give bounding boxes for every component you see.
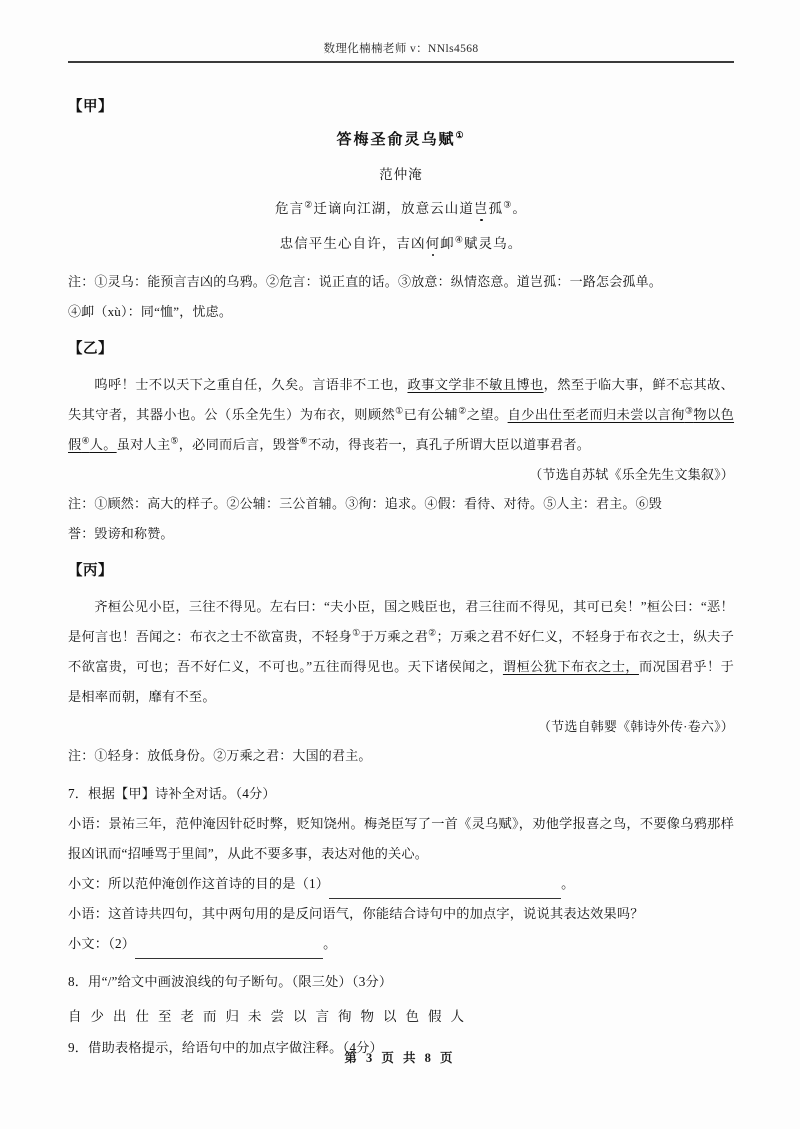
question-7-dialogue-line-2	[68, 869, 734, 899]
poem-line-1-footnote-mark-3: ③	[503, 199, 513, 210]
bing-paragraph	[68, 592, 734, 712]
jia-note-line-2: ④卹（xù）：同“恤”，忧虑。	[68, 304, 233, 319]
yi-part-e: 虽对人主	[116, 437, 171, 452]
bing-note-line-1: 注：①轻身：放低身份。②万乘之君：大国的君主。	[68, 748, 372, 763]
poem-line-2-emphasis-char: 何	[426, 232, 441, 252]
yi-part-b: ，然至于临大事，鲜不忘其故、失其守者，其器小也。公（乐全先生）为布衣，则顾然	[68, 377, 735, 422]
yi-underline-2-part-b: 物以色假	[68, 407, 735, 452]
answer-blank-2[interactable]	[135, 958, 323, 959]
bing-footnote-mark-1: ①	[352, 627, 361, 638]
yi-footnote-mark-5: ⑤	[170, 435, 179, 446]
poem-title	[68, 128, 734, 149]
jia-note-line-1: 注：①灵乌：能预言吉凶的乌鸦。②危言：说正直的话。③放意：纵情恣意。道岂孤：一路怎会孤单。	[68, 274, 663, 289]
yi-source-attribution: （节选自苏轼《乐全先生文集叙》）	[529, 467, 734, 482]
section-tag-yi: 【乙】	[68, 341, 113, 357]
bing-part-a: 齐桓公见小臣，三往不得见。左右曰：“夫小臣，国之贱臣也，君三往而不得见，其可已矣！”桓公曰：“恶！是何言也！吾闻之：布衣之士不欲富贵，不轻身	[68, 599, 734, 644]
bing-footnote-mark-2: ②	[428, 627, 437, 638]
question-8-stem: 8．用“/”给文中画波浪线的句子断句。（限三处）（3分）	[68, 974, 393, 989]
page-footer: 第 3 页 共 8 页	[344, 1051, 456, 1065]
yi-footnote-mark-6: ⑥	[299, 435, 308, 446]
question-9-stem: 9．借助表格提示，给语句中的加点字做注释。（4分）	[68, 1040, 383, 1055]
yi-underline-2-part-a: 自少出仕至老而归未尝以言徇	[507, 407, 685, 422]
poem-line-2-part-a: 忠信平生心自许，吉凶	[279, 236, 426, 251]
bing-underline-1: 谓桓公犹下布衣之士，	[502, 659, 639, 674]
dialogue-text-3: 这首诗共四句，其中两句用的是反问语气，你能结合诗句中的加点字，说说其表达效果吗？	[108, 906, 644, 921]
yi-footnote-mark-4: ④	[81, 435, 90, 446]
question-7-dialogue-line-4	[68, 929, 734, 959]
poem-line-2-footnote-mark-4: ④	[454, 234, 464, 245]
poem-line-2-part-c: 赋灵乌。	[463, 236, 523, 251]
poem-title-text: 答梅圣俞灵乌赋	[336, 132, 456, 148]
jia-notes	[68, 267, 734, 327]
poem-line-2	[68, 232, 734, 252]
dialogue-text-1: 景祐三年，范仲淹因针砭时弊，贬知饶州。梅尧臣写了一首《灵乌赋》，劝他学报喜之鸟，不要像乌鸦那样报凶讯而“招唾骂于里闾”，从此不要多事，表达对他的关心。	[68, 816, 734, 861]
poem-line-1-emphasis-char: 岂	[474, 197, 489, 217]
section-tag-jia: 【甲】	[68, 99, 113, 115]
yi-underline-1: 政事文学非不敏且博也	[407, 377, 544, 392]
dialogue-text-2: 所以范仲淹创作这首诗的目的是（1）	[108, 876, 330, 891]
poem-author: 范仲淹	[379, 167, 423, 182]
dialogue-text-4: （2）	[108, 936, 136, 951]
poem-title-footnote-mark: ①	[455, 130, 466, 140]
yi-part-c: 已有公辅	[403, 407, 459, 422]
question-8-sentence[interactable]: 自少出仕至老而归未尝以言徇物以色假人	[68, 1009, 473, 1024]
bing-source-attribution: （节选自韩婴《韩诗外传·卷六》）	[537, 719, 734, 734]
yi-note-line-1: 注：①顾然：高大的样子。②公辅：三公首辅。③徇：追求。④假：看待、对待。⑤人主：君主。⑥毁	[68, 496, 663, 511]
dialogue-text-2-end: 。	[561, 876, 575, 891]
speaker-xiaowen-2: 小文：	[68, 936, 109, 951]
speaker-xiaowen-1: 小文：	[68, 876, 109, 891]
bing-notes	[68, 741, 734, 771]
yi-part-d: 之望。	[466, 407, 508, 422]
yi-footnote-mark-2: ②	[458, 405, 467, 416]
question-7-dialogue-line-3	[68, 899, 734, 929]
yi-underline-2-part-c: 人。	[89, 437, 117, 452]
yi-part-g: 不动，得丧若一，真孔子所谓大臣以道事君者。	[307, 437, 591, 452]
yi-paragraph	[68, 370, 734, 460]
poem-line-1-footnote-mark-2: ②	[304, 199, 314, 210]
yi-note-line-2: 誉：毁谤和称赞。	[68, 526, 174, 541]
yi-part-a: 呜呼！士不以天下之重自任，久矣。言语非不工也，	[94, 377, 408, 392]
yi-footnote-mark-3: ③	[684, 405, 694, 416]
poem-line-1-part-b: 迁谪向江湖，放意云山道	[313, 201, 474, 216]
bing-part-d: 而况国君乎！于是相率而朝，靡有不至。	[68, 659, 735, 704]
poem-line-2-part-b: 卹	[440, 236, 455, 251]
poem-line-1-end: 。	[512, 201, 527, 216]
speaker-xiaoyu-1: 小语：	[68, 816, 109, 831]
poem-line-1-part-a: 危言	[275, 201, 305, 216]
yi-footnote-mark-1: ①	[395, 405, 404, 416]
bing-part-b: 于万乘之君	[360, 629, 429, 644]
speaker-xiaoyu-2: 小语：	[68, 906, 109, 921]
section-tag-bing: 【丙】	[68, 563, 113, 579]
header-rule	[68, 61, 734, 63]
yi-part-f: ，必同而后言，毁誉	[178, 437, 300, 452]
dialogue-text-4-end: 。	[323, 936, 337, 951]
page-content	[68, 40, 734, 1063]
running-header: 数理化楠楠老师 v：NNls4568	[323, 43, 479, 55]
poem-line-1-part-c: 孤	[488, 201, 504, 216]
question-7-dialogue-line-1	[68, 809, 734, 869]
question-7-stem: 7．根据【甲】诗补全对话。（4分）	[68, 786, 276, 801]
poem-line-1	[68, 197, 734, 217]
yi-notes	[68, 489, 734, 549]
bing-part-c: ；万乘之君不好仁义，不轻身于布衣之士，纵夫子不欲富贵，可也；吾不好仁义，不可也。”五往而得见也。天下诸侯闻之，	[68, 629, 735, 674]
